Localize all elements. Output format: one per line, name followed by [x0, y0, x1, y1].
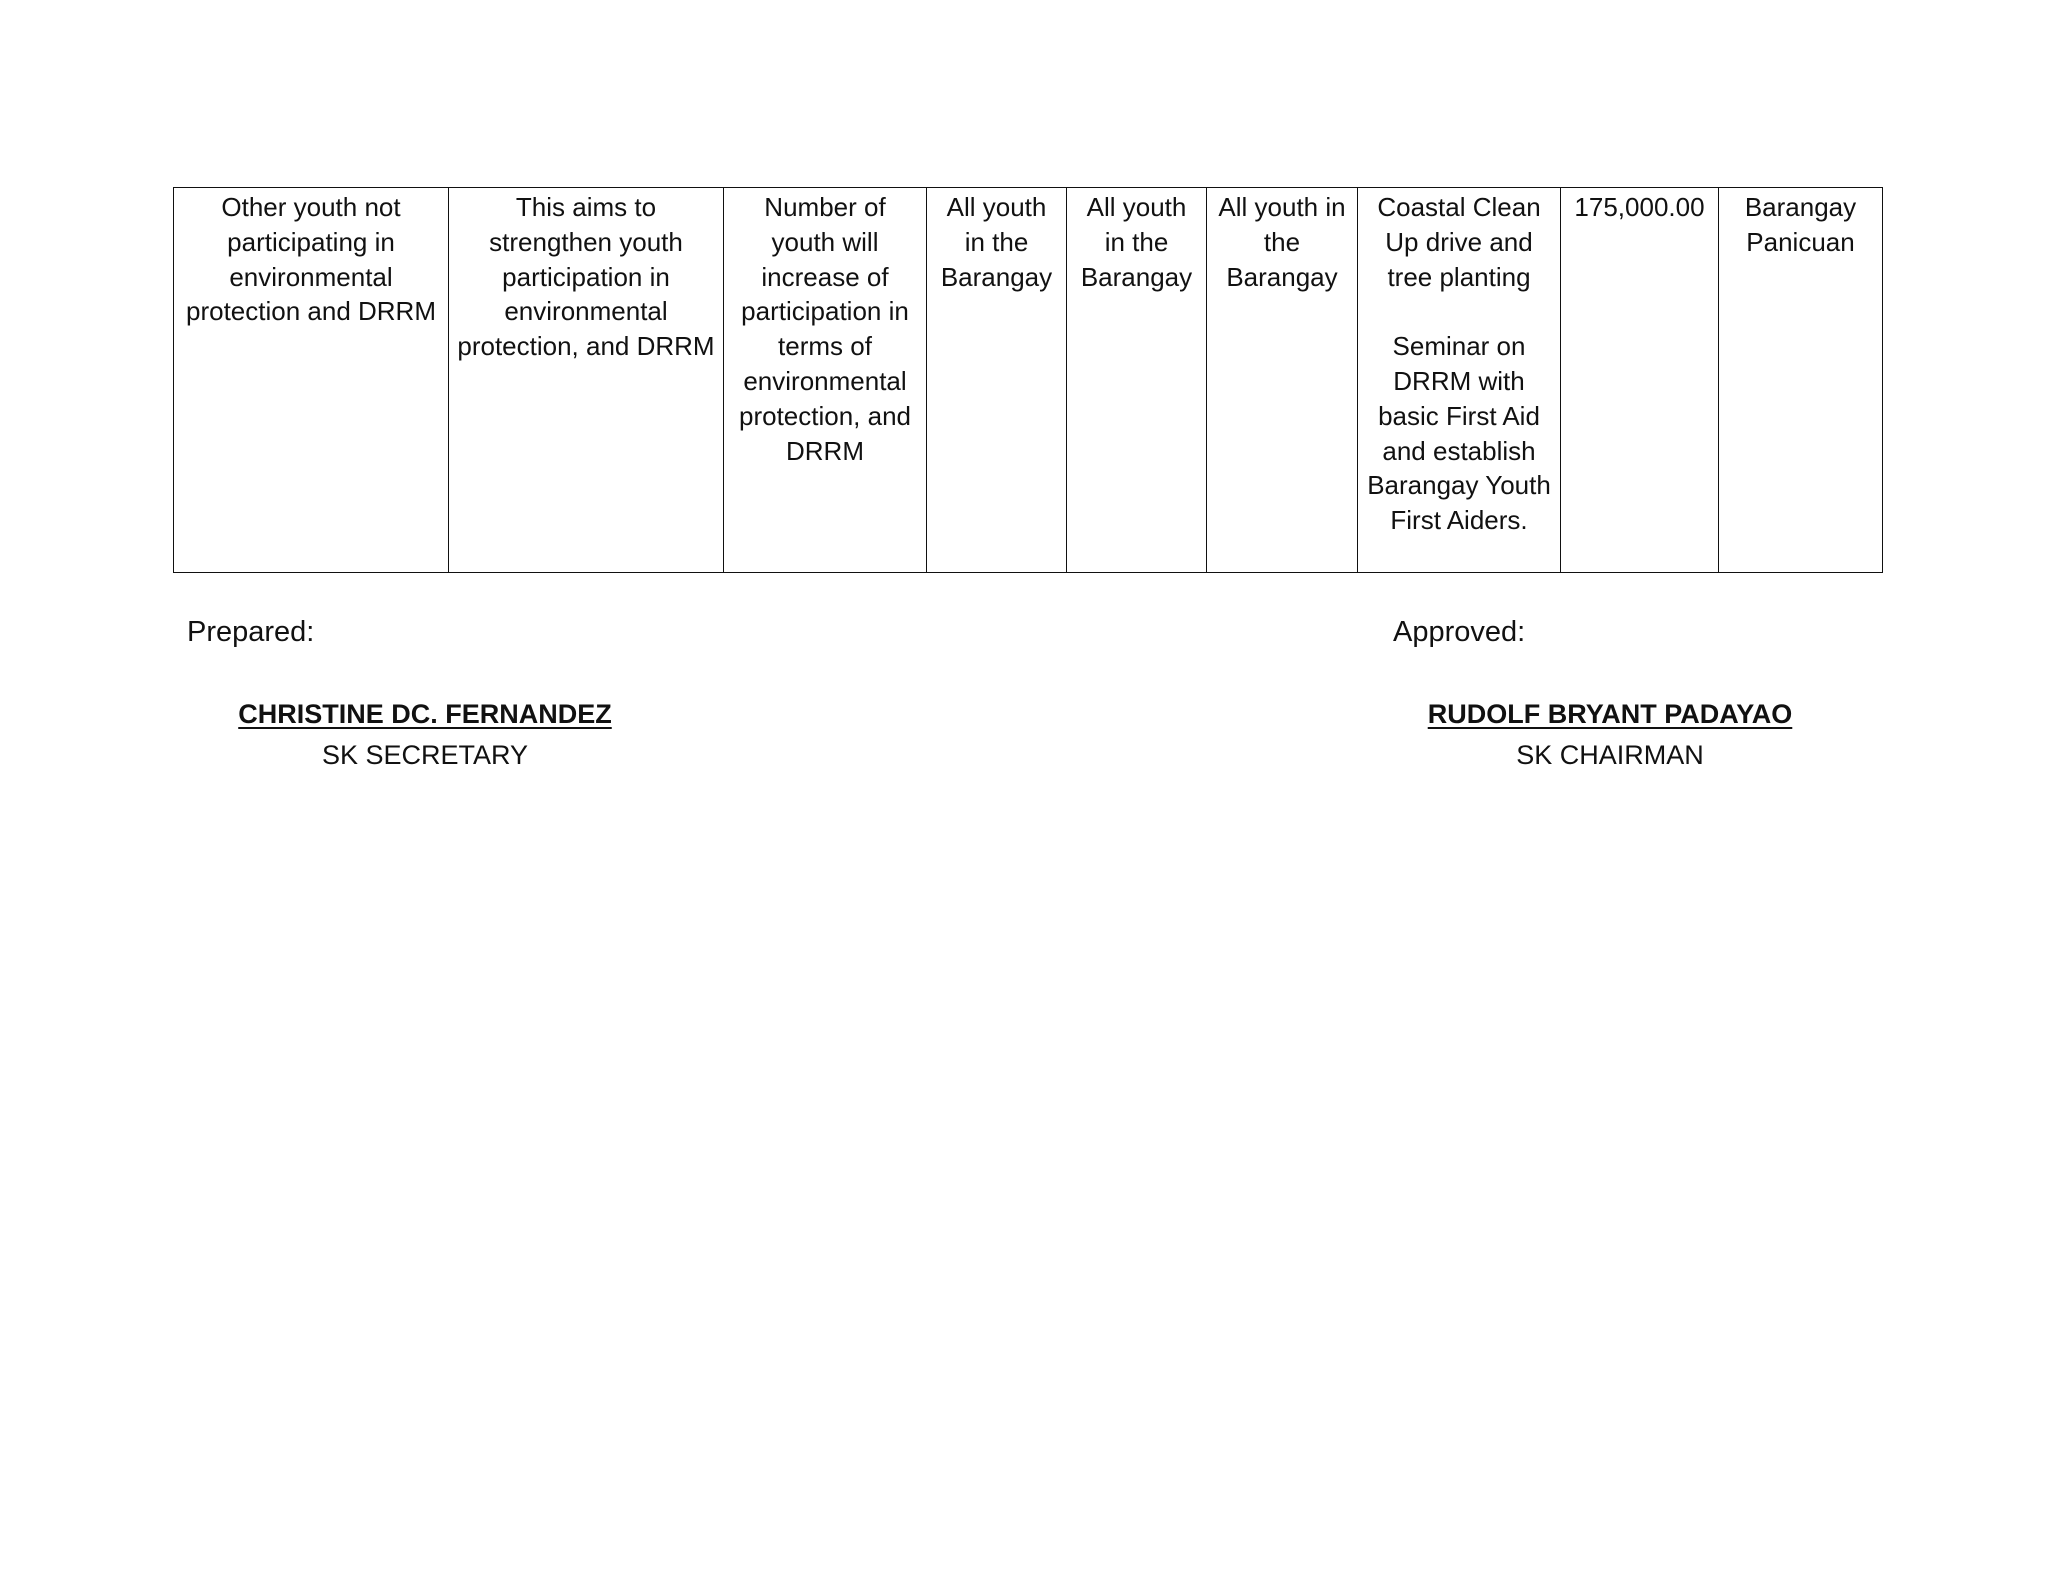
prepared-by-name: CHRISTINE DC. FERNANDEZ	[238, 699, 612, 729]
activities-cell: Coastal Clean Up drive and tree planting Seminar on DRRM with basic First Aid and establish Barangay Youth First Aiders.	[1358, 188, 1561, 573]
table-row	[174, 188, 1883, 573]
objective-cell: This aims to strengthen youth participation in environmental protection, and DRRM	[449, 188, 724, 573]
responsible-cell: Barangay Panicuan	[1719, 188, 1883, 573]
target-cell-2: All youth in the Barangay	[1067, 188, 1207, 573]
target-group-cell: Other youth not participating in environmental protection and DRRM	[174, 188, 449, 573]
approved-label: Approved:	[1393, 616, 1526, 648]
target-cell-1: All youth in the Barangay	[927, 188, 1067, 573]
indicator-cell: Number of youth will increase of participation in terms of environmental protection, and DRRM	[724, 188, 927, 573]
approved-by-name: RUDOLF BRYANT PADAYAO	[1427, 699, 1793, 729]
prepared-by-title: SK SECRETARY	[321, 740, 529, 770]
budget-cell: 175,000.00	[1561, 188, 1719, 573]
approved-by-title: SK CHAIRMAN	[1516, 740, 1704, 770]
program-table	[173, 187, 1883, 573]
target-cell-3: All youth in the Barangay	[1207, 188, 1358, 573]
prepared-label: Prepared:	[187, 616, 315, 648]
